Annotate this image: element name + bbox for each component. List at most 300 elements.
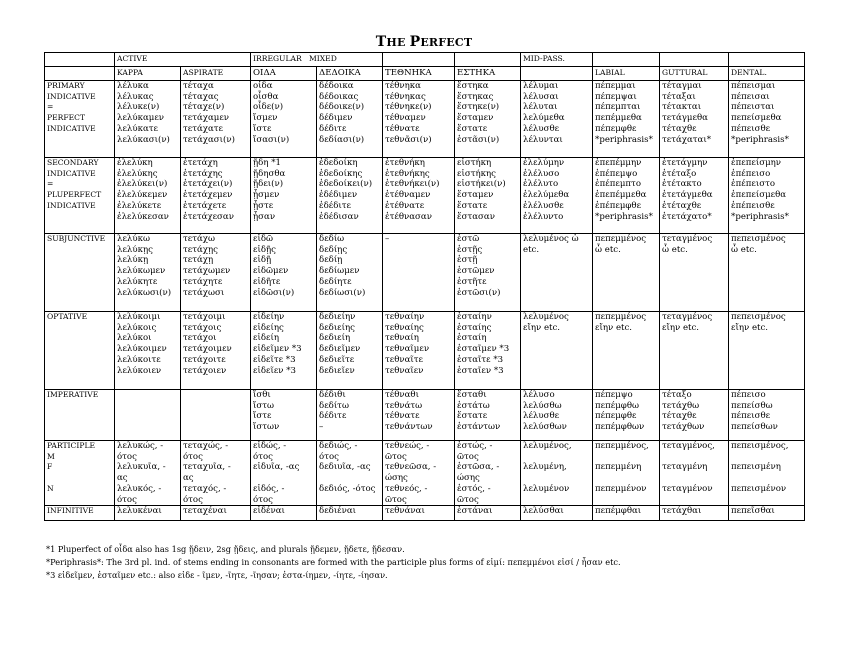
form-text: λελύκατε bbox=[117, 123, 158, 134]
form-cell bbox=[593, 158, 660, 234]
form-text: ἐτετάχη bbox=[183, 158, 218, 168]
form-text: ἐδέδιμεν bbox=[319, 190, 358, 201]
form-text: ἑστῇ bbox=[457, 255, 478, 266]
form-text: λελύσθων bbox=[523, 422, 567, 433]
form-cell bbox=[660, 390, 729, 441]
form-text: τέταχθε bbox=[662, 123, 697, 134]
form-cell bbox=[660, 234, 729, 312]
form-text: λέλυκα bbox=[117, 81, 149, 91]
form-text: ἐλέλυντο bbox=[523, 211, 564, 222]
form-text bbox=[595, 452, 657, 463]
form-text: πεπείσθων bbox=[731, 422, 778, 433]
form-text: ἕστασαν bbox=[457, 211, 495, 222]
form-text bbox=[731, 495, 802, 506]
header-corner bbox=[45, 53, 115, 67]
form-text: πεπείσθω bbox=[731, 400, 773, 411]
form-text: *periphrasis* bbox=[731, 211, 789, 222]
form-cell bbox=[115, 234, 181, 312]
form-text: ἐλελύκη bbox=[117, 158, 153, 168]
form-text: ἑστάτω bbox=[457, 400, 490, 411]
form-text: τετάχοις bbox=[183, 322, 222, 333]
form-text: τετάχοι bbox=[183, 333, 217, 344]
form-text: πεπεισμένη bbox=[731, 462, 781, 473]
form-text: ας bbox=[117, 473, 128, 484]
form-cell bbox=[383, 234, 455, 312]
form-text: ἑσταίης bbox=[457, 322, 492, 333]
form-text: τετάχωσι bbox=[183, 287, 225, 298]
form-text: τεταχέναι bbox=[183, 506, 227, 517]
row-label bbox=[45, 158, 115, 234]
form-cell bbox=[455, 158, 521, 234]
form-text: ῶτος bbox=[457, 494, 479, 505]
form-text: δεδιυῖα, -ας bbox=[319, 462, 371, 473]
form-text: ἐδεδοίκη bbox=[319, 158, 358, 168]
header-blank-4 bbox=[660, 53, 729, 67]
form-cell bbox=[115, 158, 181, 234]
form-text: εἰδείην bbox=[253, 312, 285, 322]
form-cell bbox=[729, 234, 805, 312]
form-cell bbox=[455, 312, 521, 390]
form-text: ότος bbox=[253, 451, 273, 462]
form-text: τετάχοιτε bbox=[183, 354, 226, 365]
form-text bbox=[662, 495, 726, 506]
form-text: εἰδῇ bbox=[253, 255, 272, 266]
form-text: ὦ etc. bbox=[731, 244, 757, 255]
form-text: λελύσθω bbox=[523, 400, 562, 411]
row-label-line: SECONDARY bbox=[47, 158, 99, 167]
form-text: πέπεισο bbox=[731, 390, 766, 400]
form-text: ἐλελύμεθα bbox=[523, 190, 570, 201]
form-text: τετάχω bbox=[183, 234, 215, 244]
form-text: λελύκοιμι bbox=[117, 312, 161, 322]
form-text: ἑσταῖτε *3 bbox=[457, 354, 504, 365]
form-text: ἐδεδοίκει(ν) bbox=[319, 179, 373, 190]
form-cell bbox=[251, 234, 317, 312]
header-mp-blank bbox=[521, 67, 593, 81]
form-text: εἰδός, - bbox=[253, 483, 285, 494]
form-cell bbox=[115, 390, 181, 441]
form-text: etc. bbox=[523, 244, 540, 255]
form-text: δεδιείης bbox=[319, 322, 355, 333]
form-text: τέταχας bbox=[183, 91, 219, 102]
form-text: *periphrasis* bbox=[595, 134, 653, 145]
form-text: ἐδέδισαν bbox=[319, 211, 359, 222]
form-text: λέλυκε(ν) bbox=[117, 102, 160, 113]
form-text: ἕσταθι bbox=[457, 390, 487, 400]
form-text: ἐπέπεισθε bbox=[731, 200, 775, 211]
form-text: ἕσταμεν bbox=[457, 113, 494, 124]
form-cell bbox=[660, 506, 729, 521]
form-cell bbox=[729, 390, 805, 441]
form-text: ὦ etc. bbox=[662, 244, 688, 255]
form-cell bbox=[455, 81, 521, 158]
header-guttural: GUTTURAL bbox=[660, 67, 729, 81]
form-text: ἐτέτακτο bbox=[662, 179, 702, 190]
form-text: ώσης bbox=[457, 473, 480, 484]
form-text: τέθνηκα bbox=[385, 81, 421, 91]
form-text: τεταγμένος bbox=[662, 312, 713, 322]
form-text: δεδίωσι(ν) bbox=[319, 287, 366, 298]
form-cell bbox=[521, 81, 593, 158]
form-text: πέπεισθε bbox=[731, 123, 771, 134]
form-text: εἰδείης bbox=[253, 322, 284, 333]
header-dental: DENTAL. bbox=[729, 67, 805, 81]
form-cell bbox=[317, 158, 383, 234]
form-cell bbox=[181, 81, 251, 158]
form-cell bbox=[115, 312, 181, 390]
form-text: λελύσθαι bbox=[523, 506, 564, 517]
form-text: ἐτετάχατο* bbox=[662, 211, 712, 222]
form-text: πέπεισμαι bbox=[731, 81, 776, 91]
form-text: ἐλέλυσο bbox=[523, 168, 560, 179]
form-cell bbox=[593, 390, 660, 441]
form-text bbox=[662, 452, 726, 463]
form-text: ἐπέπεμψο bbox=[595, 168, 638, 179]
form-text: ἴστε bbox=[253, 123, 272, 134]
row-label-line: = bbox=[47, 179, 54, 189]
form-text: τέθνηκας bbox=[385, 91, 426, 102]
form-text: λέλυσο bbox=[523, 390, 555, 400]
form-text: ότος bbox=[253, 494, 273, 505]
form-text: λελυμένος bbox=[523, 312, 569, 322]
form-text: λέλυσθε bbox=[523, 123, 560, 134]
form-text: τετάχητε bbox=[183, 276, 223, 287]
form-text: λέλυσαι bbox=[523, 91, 559, 102]
form-cell bbox=[115, 506, 181, 521]
form-text: πεπεμμένος, bbox=[595, 441, 649, 451]
form-cell bbox=[455, 506, 521, 521]
form-text: λέλυμαι bbox=[523, 81, 559, 91]
footnote-periphrasis: *Periphrasis*: The 3rd pl. ind. of stems ending in consonants are formed with the participle plus forms of εἰμί: πεπεμμένοι εἰσί / ἦσαν etc. bbox=[46, 557, 621, 567]
form-text: ἐλελύκης bbox=[117, 168, 158, 179]
form-text: ἑσταῖμεν *3 bbox=[457, 344, 510, 355]
form-text: ὦ etc. bbox=[595, 244, 621, 255]
form-text: ἑσταίη bbox=[457, 333, 487, 344]
form-cell bbox=[455, 390, 521, 441]
form-text bbox=[523, 473, 590, 484]
form-cell bbox=[729, 312, 805, 390]
form-text: ἐπέπεισο bbox=[731, 168, 771, 179]
form-text: λελύκωμεν bbox=[117, 266, 166, 277]
row-subjunctive bbox=[45, 234, 805, 312]
form-text: ἐτεθνήκει(ν) bbox=[385, 179, 440, 190]
form-text bbox=[319, 495, 380, 506]
header-estika: ΕΣΤΗΚΑ bbox=[455, 67, 521, 81]
form-text: τεταγμένη bbox=[662, 462, 708, 473]
form-text: λελύκοι bbox=[117, 333, 152, 344]
form-text bbox=[595, 473, 657, 484]
form-text: ότος bbox=[319, 451, 339, 462]
form-text: ἑστᾶσι(ν) bbox=[457, 134, 500, 145]
form-text: ἕστατε bbox=[457, 200, 488, 211]
form-text: εἰδῶμεν bbox=[253, 266, 289, 277]
form-text: ἕστηκε(ν) bbox=[457, 102, 500, 113]
form-text: λελυμένος, bbox=[523, 441, 572, 451]
form-text: ᾔδησθα bbox=[253, 168, 286, 179]
form-text: δεδιός, -ότος bbox=[319, 483, 376, 494]
form-cell bbox=[455, 441, 521, 506]
form-text: ἕσταμεν bbox=[457, 190, 494, 201]
form-text: τέθναμεν bbox=[385, 113, 426, 124]
form-text: ἐτέταξο bbox=[662, 168, 697, 179]
form-text bbox=[595, 495, 657, 506]
form-cell bbox=[317, 390, 383, 441]
form-cell bbox=[521, 441, 593, 506]
form-cell bbox=[251, 312, 317, 390]
form-cell bbox=[521, 312, 593, 390]
form-text: ἐτεθνήκη bbox=[385, 158, 425, 168]
form-text: τετάχῃς bbox=[183, 244, 218, 255]
form-text: πεπεισμένον bbox=[731, 483, 787, 494]
form-text: πεπεμμένος bbox=[595, 234, 647, 244]
form-text: τεθνεώς, - bbox=[385, 441, 430, 451]
form-text bbox=[731, 452, 802, 463]
form-cell bbox=[593, 441, 660, 506]
form-text: – bbox=[319, 422, 324, 433]
form-text: πέπεμπται bbox=[595, 102, 641, 113]
form-text: ἐπέπεμπτο bbox=[595, 179, 641, 190]
form-text: εἴην etc. bbox=[523, 322, 561, 333]
form-text: οἶσθα bbox=[253, 91, 279, 102]
form-text: λελυκός, - bbox=[117, 483, 162, 494]
form-text: εἱστήκης bbox=[457, 168, 496, 179]
header-labial: LABIAL bbox=[593, 67, 660, 81]
perfect-conjugation-table bbox=[44, 52, 805, 521]
form-text: τεταχώς, - bbox=[183, 441, 229, 451]
form-text: εἰδέναι bbox=[253, 506, 285, 517]
form-text: ώσης bbox=[385, 473, 408, 484]
row-label-line: OPTATIVE bbox=[47, 312, 88, 321]
row-label bbox=[45, 312, 115, 390]
form-text: ἑστώς, - bbox=[457, 441, 493, 451]
form-text: πεπεμμένος bbox=[595, 312, 647, 322]
footnote-3: *3 εἰδεῖμεν, ἑσταῖμεν etc.: also εἰδε - ῖμεν, -ῖητε, -ῖησαν; ἑστα-ίημεν, -ίητε, -ίησαν. bbox=[46, 570, 388, 580]
row-label-line: PERFECT bbox=[47, 113, 86, 123]
form-text: δεδίτω bbox=[319, 400, 349, 411]
row-infinitive bbox=[45, 506, 805, 521]
form-cell bbox=[660, 441, 729, 506]
form-text: τεθνεός, - bbox=[385, 483, 428, 494]
form-text: λέλυκας bbox=[117, 91, 154, 102]
form-text: εἰδείη bbox=[253, 333, 279, 344]
header-mid-pass: MID-PASS. bbox=[521, 53, 593, 67]
form-text: τεταγμένος bbox=[662, 234, 713, 244]
row-label-line: PLUPERFECT bbox=[47, 190, 102, 200]
row-secondary-indicative bbox=[45, 158, 805, 234]
form-text: ἴσθι bbox=[253, 390, 271, 400]
form-text: τετάχασι(ν) bbox=[183, 134, 235, 145]
form-text: δέδοικε(ν) bbox=[319, 102, 365, 113]
header-corner-2 bbox=[45, 67, 115, 81]
row-label-line: F bbox=[47, 462, 53, 472]
form-text: πέπεισθε bbox=[731, 411, 771, 422]
form-text: δέδιθι bbox=[319, 390, 346, 400]
row-imperative bbox=[45, 390, 805, 441]
form-text: ἑστῶσι(ν) bbox=[457, 287, 501, 298]
form-text: ἑστῶμεν bbox=[457, 266, 495, 277]
form-text: ἐλελύκετε bbox=[117, 200, 162, 211]
form-text: τεταγμένος, bbox=[662, 441, 715, 451]
row-label-line: SUBJUNCTIVE bbox=[47, 234, 106, 243]
row-label-line: = bbox=[47, 102, 54, 112]
form-text: πεπεμμένον bbox=[595, 483, 647, 494]
form-text: δεδιέναι bbox=[319, 506, 357, 517]
form-text: λελύκῃς bbox=[117, 244, 153, 255]
header-dedoika: ΔΕΔΟΙΚΑ bbox=[317, 67, 383, 81]
form-text: ἑστάντων bbox=[457, 422, 501, 433]
form-text: λελυμένος ὦ bbox=[523, 234, 579, 244]
header-mixed: MIXED bbox=[308, 54, 337, 64]
form-text: ἑστῶ bbox=[457, 234, 480, 244]
form-cell bbox=[521, 234, 593, 312]
form-text: ἑστάναι bbox=[457, 506, 493, 517]
form-text: τεθνάντων bbox=[385, 422, 433, 433]
form-text bbox=[662, 473, 726, 484]
form-cell bbox=[251, 441, 317, 506]
header-aspirate: ASPIRATE bbox=[181, 67, 251, 81]
form-text: λελυκέναι bbox=[117, 506, 162, 517]
form-text: ἐδέδιτε bbox=[319, 200, 352, 211]
form-text: ἴστω bbox=[253, 400, 275, 411]
form-text: τέταχε(ν) bbox=[183, 102, 225, 113]
form-text: τέταξαι bbox=[662, 91, 696, 102]
row-label-line: PARTICIPLE bbox=[47, 441, 96, 450]
form-text: δεδίασι(ν) bbox=[319, 134, 365, 145]
form-text: εἰδῶ bbox=[253, 234, 274, 244]
row-label bbox=[45, 390, 115, 441]
form-text: λελύκαμεν bbox=[117, 113, 165, 124]
form-text: ἑστῶσα, - bbox=[457, 462, 500, 473]
form-text: πεπεμμένη bbox=[595, 462, 642, 473]
form-text: δεδιεῖεν bbox=[319, 365, 355, 376]
form-text: τετάχωμεν bbox=[183, 266, 231, 277]
form-text bbox=[523, 452, 590, 463]
form-text: οἶδε(ν) bbox=[253, 102, 284, 113]
form-text: τετάχατε bbox=[183, 123, 223, 134]
form-text: δέδιτε bbox=[319, 411, 347, 422]
form-text: ῶτος bbox=[385, 494, 407, 505]
form-text: ἐλελύκει(ν) bbox=[117, 179, 168, 190]
form-text: ᾖσαν bbox=[253, 211, 276, 222]
form-text: ᾖσμεν bbox=[253, 190, 280, 201]
form-text: τεθναίην bbox=[385, 312, 425, 322]
form-text: ἐτετάχεμεν bbox=[183, 190, 233, 201]
form-text: πέπεισται bbox=[731, 102, 775, 113]
header-irregular-mixed bbox=[251, 53, 383, 67]
form-text: δέδιμεν bbox=[319, 113, 353, 124]
form-text: εἱστήκη bbox=[457, 158, 492, 168]
form-text: ἐπεπείσμεθα bbox=[731, 190, 787, 201]
form-text: τέθναθι bbox=[385, 390, 419, 400]
form-text: πεπεισμένος bbox=[731, 234, 786, 244]
form-text: ῶτος bbox=[457, 451, 479, 462]
form-text: δεδίω bbox=[319, 234, 345, 244]
form-cell bbox=[660, 81, 729, 158]
form-text: δεδιεῖμεν bbox=[319, 344, 361, 355]
form-text: τεθναίη bbox=[385, 333, 419, 344]
form-cell bbox=[729, 441, 805, 506]
form-text: πέπεμφθε bbox=[595, 411, 637, 422]
form-text: τέταχα bbox=[183, 81, 214, 91]
form-text: ἴστων bbox=[253, 422, 280, 433]
form-text: τετάχῃ bbox=[183, 255, 214, 266]
form-text: ἐτετάγμεθα bbox=[662, 190, 713, 201]
form-text: ας bbox=[183, 473, 194, 484]
form-text: εἰδῇς bbox=[253, 244, 276, 255]
header-kappa: KAPPA bbox=[115, 67, 181, 81]
form-text: λελύκω bbox=[117, 234, 150, 244]
header-irregular: IRREGULAR bbox=[253, 54, 302, 64]
form-cell bbox=[181, 506, 251, 521]
form-text: τέθνηκε(ν) bbox=[385, 102, 432, 113]
form-text: ἐπεπείσμην bbox=[731, 158, 782, 168]
form-cell bbox=[181, 312, 251, 390]
form-text: ἐτετάγμην bbox=[662, 158, 708, 168]
form-cell bbox=[317, 312, 383, 390]
form-text: πεπεῖσθαι bbox=[731, 506, 775, 517]
header-blank-5 bbox=[729, 53, 805, 67]
form-text: τεταχυῖα, - bbox=[183, 462, 231, 473]
form-text: ότος bbox=[117, 451, 137, 462]
form-text: τεθναίης bbox=[385, 322, 424, 333]
form-text bbox=[731, 473, 802, 484]
form-text: *periphrasis* bbox=[731, 134, 789, 145]
form-text: ἑσταῖεν *3 bbox=[457, 365, 504, 376]
form-text: ἐπέπειστο bbox=[731, 179, 775, 190]
row-label-line: INDICATIVE bbox=[47, 168, 96, 178]
header-tethnika: ΤΕΘΝΗΚΑ bbox=[383, 67, 455, 81]
form-cell bbox=[383, 506, 455, 521]
page-title: THE PERFECT bbox=[375, 34, 473, 50]
form-text: δεδίῃς bbox=[319, 244, 348, 255]
form-text: ἐλέλυτο bbox=[523, 179, 559, 190]
form-text: τετάχοιμι bbox=[183, 312, 226, 322]
form-text: λελύκοις bbox=[117, 322, 157, 333]
form-text: δεδίωμεν bbox=[319, 266, 360, 277]
form-cell bbox=[115, 81, 181, 158]
form-text: τεθνάναι bbox=[385, 506, 425, 517]
form-text: τετάχοιμεν bbox=[183, 344, 232, 355]
form-cell bbox=[383, 390, 455, 441]
form-text: πεπέμφθω bbox=[595, 400, 639, 411]
row-label-line: INDICATIVE bbox=[47, 123, 96, 133]
form-text: εἰδεῖμεν *3 bbox=[253, 344, 302, 355]
form-cell bbox=[521, 390, 593, 441]
form-text: ἕστατε bbox=[457, 123, 488, 134]
form-text: δεδίητε bbox=[319, 276, 352, 287]
form-cell bbox=[317, 81, 383, 158]
form-text: εἰδώς, - bbox=[253, 441, 287, 451]
form-text: ἑστός, - bbox=[457, 483, 491, 494]
form-text: τεθναῖμεν bbox=[385, 344, 430, 355]
form-cell bbox=[593, 312, 660, 390]
form-cell bbox=[317, 441, 383, 506]
form-text: ἐδεδοίκης bbox=[319, 168, 363, 179]
form-text: ᾔδη *1 bbox=[253, 158, 281, 168]
form-text: ἐλέλυσθε bbox=[523, 200, 564, 211]
form-cell bbox=[660, 158, 729, 234]
footnote-1: *1 Pluperfect of οἶδα also has 1sg ᾔδειν, 2sg ᾔδεις, and plurals ᾔδεμεν, ᾔδετε, ᾔδεσαν. bbox=[46, 544, 405, 554]
form-cell bbox=[317, 506, 383, 521]
form-text: τεταγμένον bbox=[662, 483, 713, 494]
form-text: τετάχθω bbox=[662, 400, 700, 411]
form-text bbox=[253, 473, 314, 484]
row-label-line: M bbox=[47, 451, 55, 461]
form-text: ἴσμεν bbox=[253, 113, 278, 124]
form-text: δέδοικα bbox=[319, 81, 354, 91]
row-label-line: INFINITIVE bbox=[47, 506, 94, 516]
form-text: ἐπεπέμμεθα bbox=[595, 190, 647, 201]
